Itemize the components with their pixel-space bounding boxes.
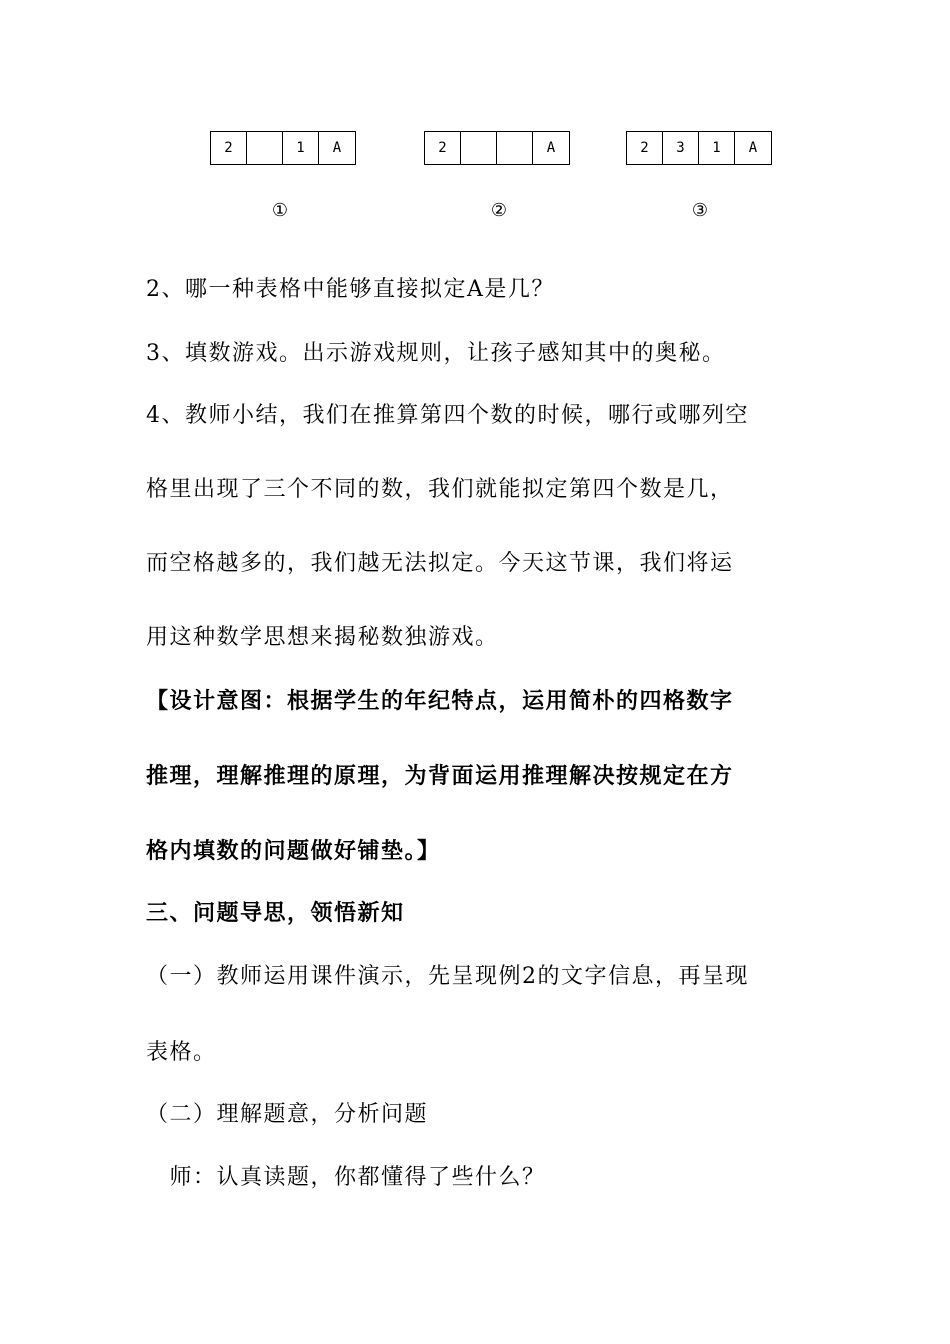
grid-cell: A <box>748 140 758 156</box>
grid-cell: 2 <box>211 132 247 164</box>
design-intent-line-1: 【设计意图：根据学生的年纪特点，运用简朴的四格数字 <box>146 688 734 714</box>
grid-cell: 1 <box>283 132 319 164</box>
grid-3 <box>626 131 772 165</box>
grid-cell: 2 <box>425 132 461 164</box>
grid-1 <box>210 131 356 165</box>
summary-line-4: 用这种数学思想来揭秘数独游戏。 <box>146 625 499 650</box>
grid-cell: 1 <box>699 132 735 164</box>
question-3: 3、填数游戏。出示游戏规则，让孩子感知其中的奥秘。 <box>146 341 726 366</box>
grid-cell <box>247 132 283 164</box>
grid-cell: A <box>546 140 556 156</box>
grid-3-label: ③ <box>691 200 709 221</box>
grid-cell <box>497 132 533 164</box>
step-1-line-2: 表格。 <box>146 1040 217 1065</box>
grid-1-label: ① <box>271 200 289 221</box>
teacher-question: 师：认真读题，你都懂得了些什么？ <box>146 1165 546 1190</box>
summary-line-1: 4、教师小结，我们在推算第四个数的时候，哪行或哪列空 <box>146 403 749 428</box>
step-2: （二）理解题意，分析问题 <box>146 1102 429 1127</box>
grid-2-label: ② <box>490 200 508 221</box>
summary-line-3: 而空格越多的，我们越无法拟定。今天这节课，我们将运 <box>146 551 734 576</box>
design-intent-line-2: 推理，理解推理的原理，为背面运用推理解决按规定在方 <box>146 763 734 789</box>
grid-cell <box>461 132 497 164</box>
grid-cell: 2 <box>627 132 663 164</box>
summary-line-2: 格里出现了三个不同的数，我们就能拟定第四个数是几， <box>146 477 734 502</box>
grid-2 <box>424 131 570 165</box>
grid-cell: 3 <box>663 132 699 164</box>
section-heading: 三、问题导思，领悟新知 <box>146 900 405 926</box>
question-2: 2、哪一种表格中能够直接拟定A是几？ <box>146 277 555 302</box>
design-intent-line-3: 格内填数的问题做好铺垫。】 <box>146 838 441 864</box>
step-1-line-1: （一）教师运用课件演示，先呈现例2的文字信息，再呈现 <box>146 964 749 989</box>
grid-cell: A <box>332 140 342 156</box>
